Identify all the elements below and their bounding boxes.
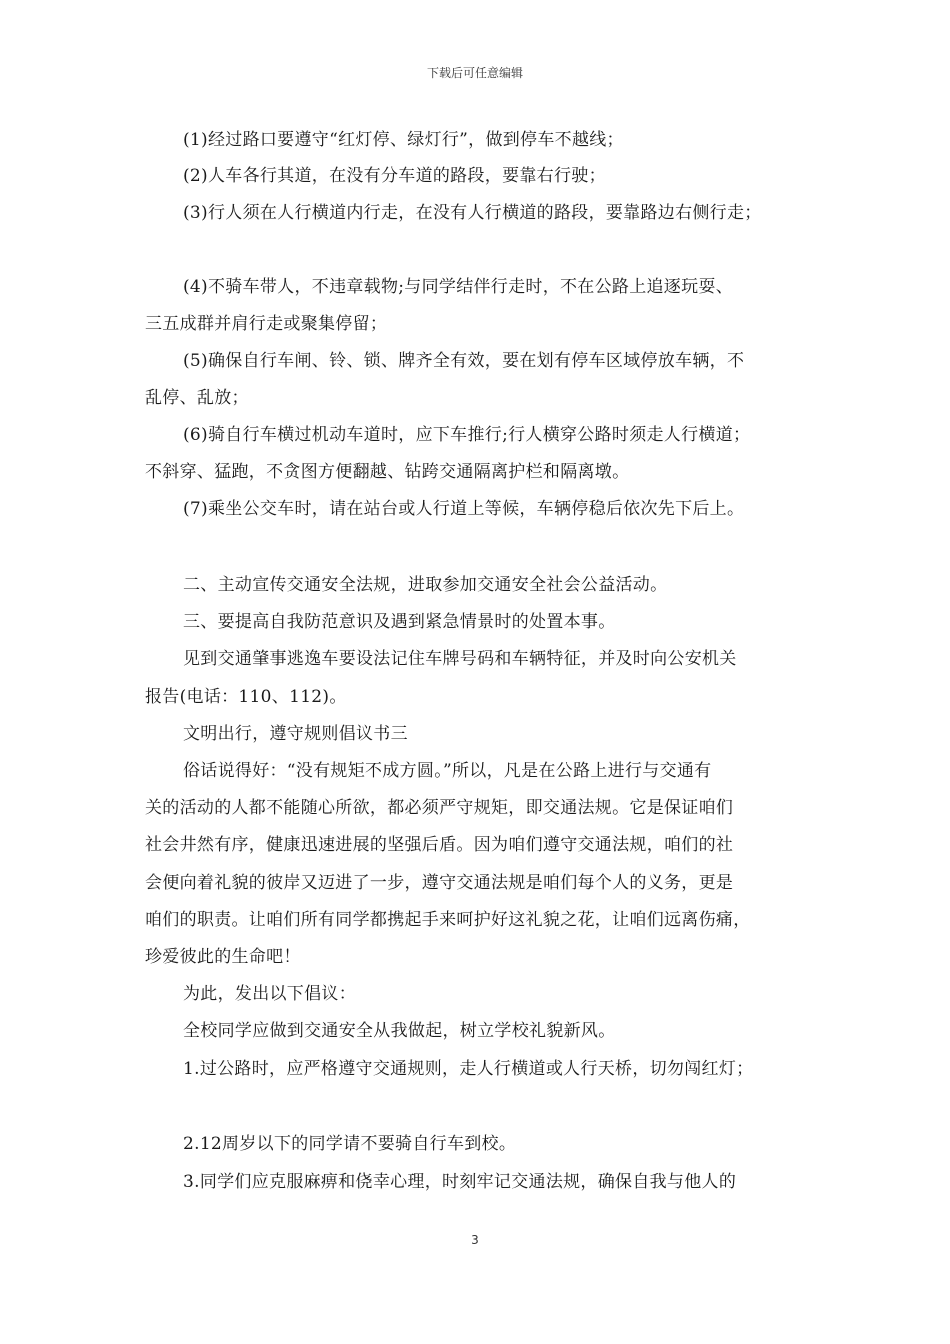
paragraph-line: 1.过公路时，应严格遵守交通规则，走人行横道或人行天桥，切勿闯红灯；	[183, 1059, 754, 1079]
paragraph-line: 为此，发出以下倡议：	[183, 984, 356, 1004]
paragraph-line: 见到交通肇事逃逸车要设法记住车牌号码和车辆特征，并及时向公安机关	[183, 649, 737, 669]
paragraph-line: (5)确保自行车闸、铃、锁、牌齐全有效，要在划有停车区域停放车辆，不	[183, 351, 745, 371]
paragraph-line: (2)人车各行其道，在没有分车道的路段，要靠右行驶；	[183, 166, 606, 186]
paragraph-line: (1)经过路口要遵守“红灯停、绿灯行”，做到停车不越线；	[183, 130, 624, 150]
paragraph-line: 三五成群并肩行走或聚集停留；	[145, 314, 388, 334]
page-header: 下载后可任意编辑	[426, 66, 523, 80]
paragraph-line: (3)行人须在人行横道内行走，在没有人行横道的路段，要靠路边右侧行走；	[183, 203, 762, 223]
paragraph-line: 俗话说得好：“没有规矩不成方圆。”所以，凡是在公路上进行与交通有	[183, 761, 712, 781]
paragraph-line: 乱停、乱放；	[145, 388, 249, 408]
paragraph-line: 会便向着礼貌的彼岸又迈进了一步，遵守交通法规是咱们每个人的义务，更是	[145, 873, 734, 893]
page-number: 3	[471, 1233, 479, 1247]
paragraph-line: 全校同学应做到交通安全从我做起，树立学校礼貌新风。	[183, 1021, 616, 1041]
paragraph-line: 3.同学们应克服麻痹和侥幸心理，时刻牢记交通法规，确保自我与他人的	[183, 1172, 737, 1192]
paragraph-line: 三、要提高自我防范意识及遇到紧急情景时的处置本事。	[183, 612, 616, 632]
paragraph-line: (7)乘坐公交车时，请在站台或人行道上等候，车辆停稳后依次先下后上。	[183, 499, 745, 519]
paragraph-line: 不斜穿、猛跑，不贪图方便翻越、钻跨交通隔离护栏和隔离墩。	[145, 462, 630, 482]
paragraph-line: 社会井然有序，健康迅速进展的坚强后盾。因为咱们遵守交通法规，咱们的社	[145, 835, 734, 855]
paragraph-line: 关的活动的人都不能随心所欲，都必须严守规矩，即交通法规。它是保证咱们	[145, 798, 734, 818]
paragraph-line: 2.12周岁以下的同学请不要骑自行车到校。	[183, 1134, 517, 1154]
paragraph-line: 珍爱彼此的生命吧！	[145, 947, 301, 967]
paragraph-line: (6)骑自行车横过机动车道时，应下车推行;行人横穿公路时须走人行横道；	[183, 425, 751, 445]
paragraph-line: 二、主动宣传交通安全法规，进取参加交通安全社会公益活动。	[183, 575, 668, 595]
paragraph-line: 报告(电话：110、112)。	[145, 687, 347, 707]
paragraph-line: (4)不骑车带人，不违章载物;与同学结伴行走时，不在公路上追逐玩耍、	[183, 277, 734, 297]
section-title: 文明出行，遵守规则倡议书三	[183, 724, 408, 744]
paragraph-line: 咱们的职责。让咱们所有同学都携起手来呵护好这礼貌之花，让咱们远离伤痛，	[145, 910, 751, 930]
